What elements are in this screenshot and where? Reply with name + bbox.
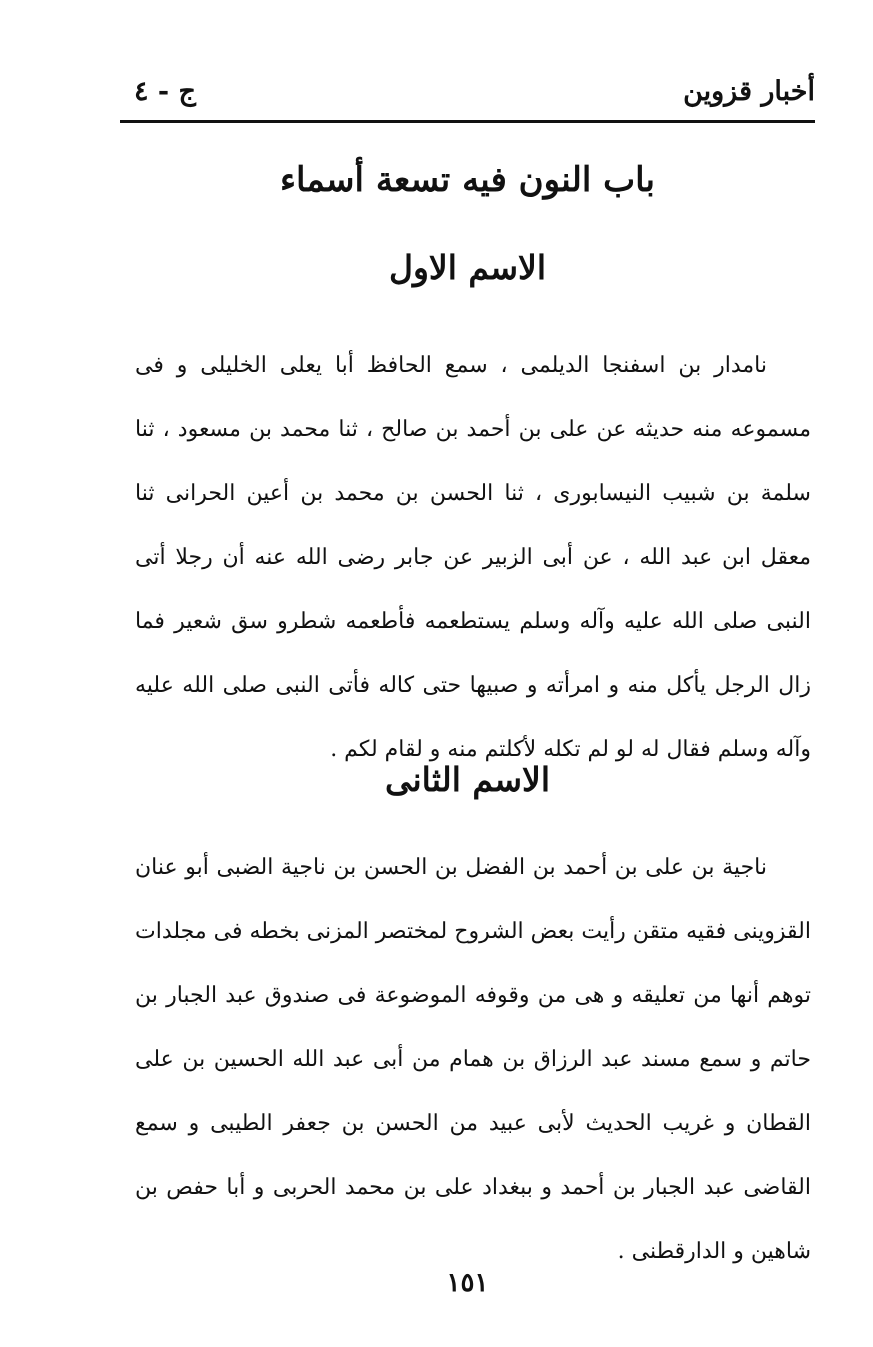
section-body-first <box>135 334 811 782</box>
section-body-second <box>135 836 811 1284</box>
volume-label: ج - ٤ <box>134 76 196 107</box>
chapter-title: باب النون فيه تسعة أسماء <box>280 160 655 200</box>
section-title-second: الاسم الثانى <box>384 760 551 799</box>
section-title-first: الاسم الاول <box>389 248 546 287</box>
book-title: أخبار قزوين <box>683 76 815 107</box>
page-number: ١٥١ <box>446 1268 489 1298</box>
section-body-text: ناجية بن على بن أحمد بن الفضل بن الحسن بن ناجية الضبى أبو عنان القزوينى فقيه متقن رأيت بعض الشروح لمختصر المزنى بخطه فى مجلدات توهم أنها من تعليقه و هى من وقوفه الموضوعة فى صندوق عبد الجبار بن حاتم و سمع مسند عبد الرزاق بن همام من أبى عبد الله الحسين بن على القطان و غريب الحديث لأبى عبيد من الحسن بن جعفر الطيبى و سمع القاضى عبد الجبار بن أحمد و ببغداد على بن محمد الحربى و أبا حفص بن شاهين و الدارقطنى . <box>135 855 811 1264</box>
header-rule <box>120 120 815 123</box>
section-body-text: نامدار بن اسفنجا الديلمى ، سمع الحافظ أبا يعلى الخليلى و فى مسموعه منه حديثه عن على بن أحمد بن صالح ، ثنا محمد بن مسعود ، ثنا سلمة بن شبيب النيسابورى ، ثنا الحسن بن محمد بن أعين الحرانى ثنا معقل ابن عبد الله ، عن أبى الزبير عن جابر رضى الله عنه أن رجلا أتى النبى صلى الله عليه وآله وسلم يستطعمه فأطعمه شطرو سق شعير فما زال الرجل يأكل منه و امرأته و صبيها حتى كاله فأتى النبى صلى الله عليه وآله وسلم فقال له لو لم تكله لأكلتم منه و لقام لكم . <box>135 353 811 762</box>
running-header <box>120 70 815 120</box>
